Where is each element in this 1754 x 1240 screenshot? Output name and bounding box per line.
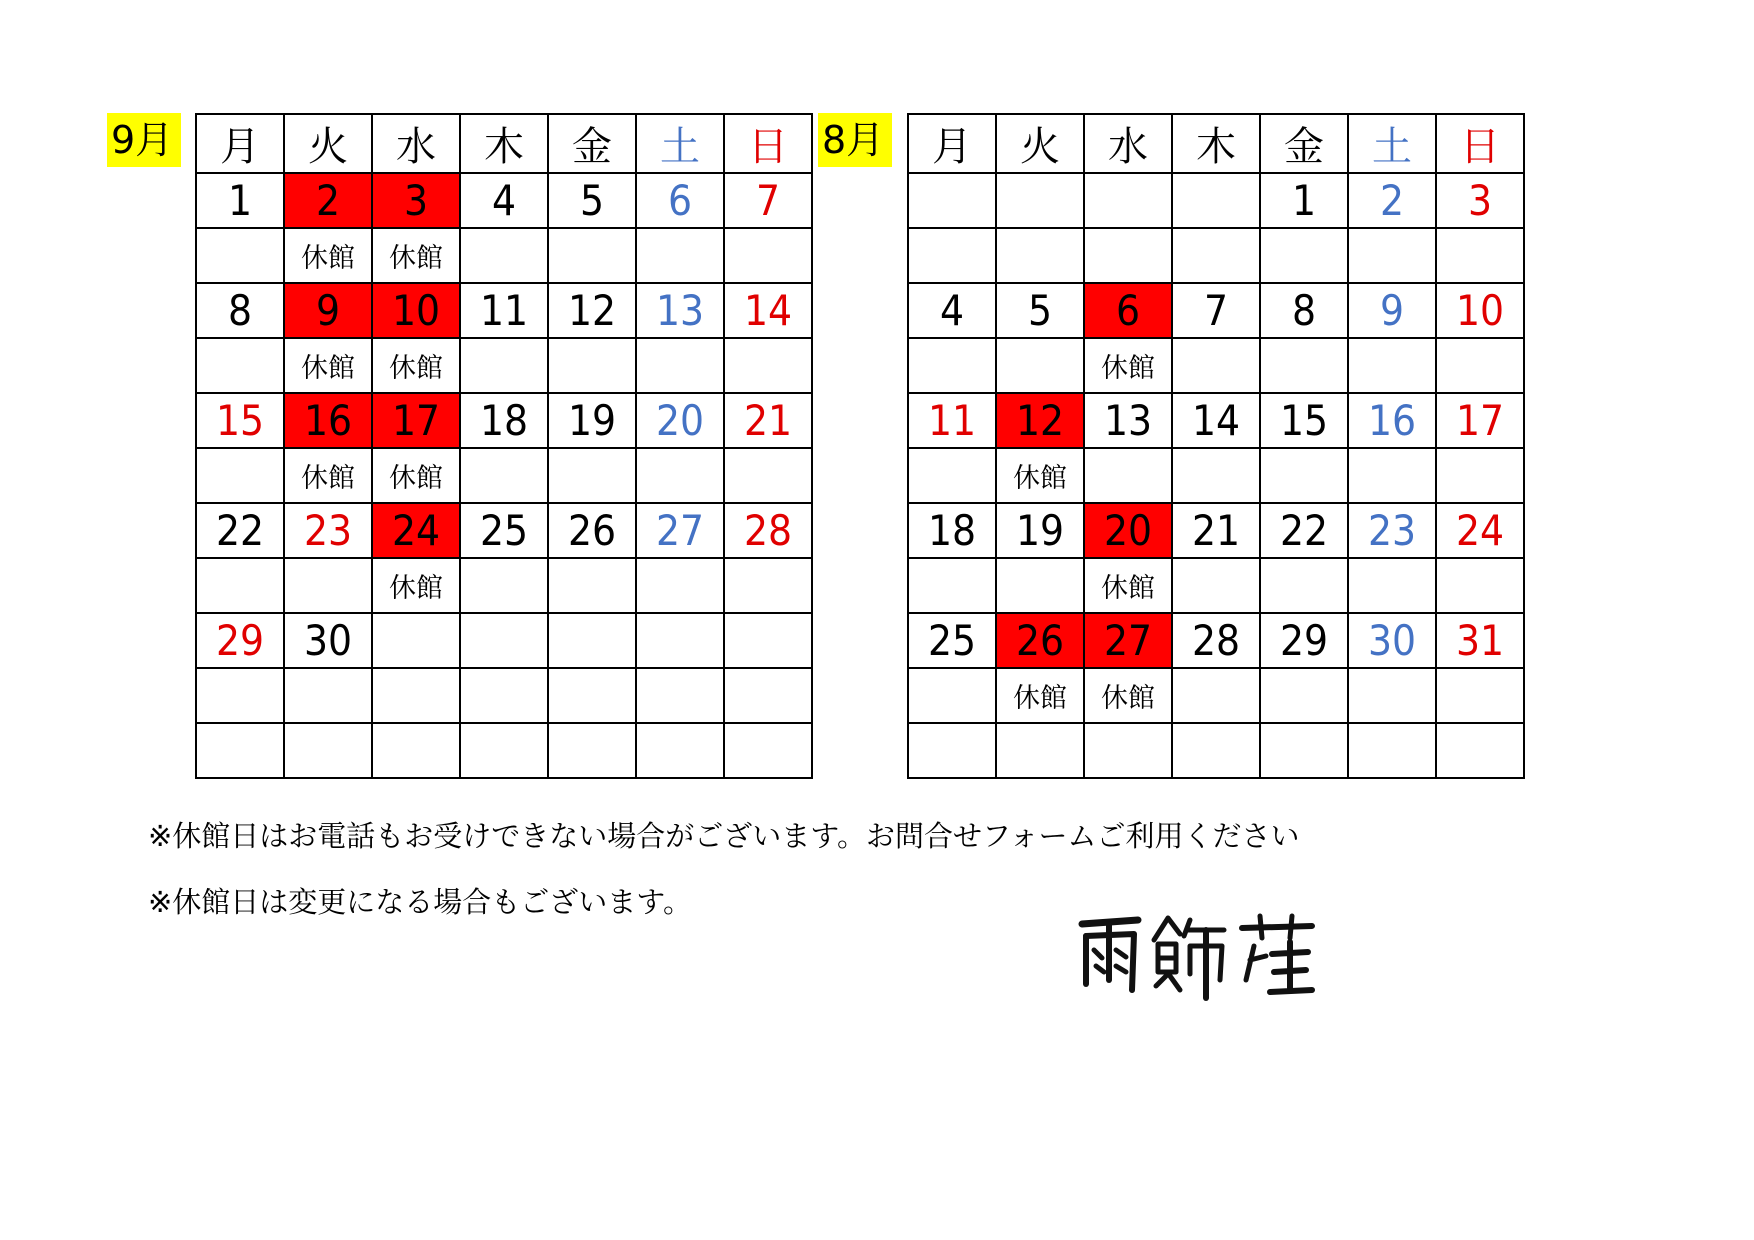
closed-label: 休館	[1084, 558, 1172, 613]
note-row	[196, 338, 812, 393]
empty-note-cell	[1084, 228, 1172, 283]
empty-cell	[1084, 723, 1172, 778]
empty-cell	[284, 723, 372, 778]
closed-label: 休館	[372, 228, 460, 283]
note-row	[908, 558, 1524, 613]
date-cell: 28	[1172, 613, 1260, 668]
empty-date-cell	[724, 613, 812, 668]
date-cell: 14	[1172, 393, 1260, 448]
date-cell: 22	[1260, 503, 1348, 558]
empty-note-cell	[196, 338, 284, 393]
date-cell: 6	[1084, 283, 1172, 338]
empty-note-cell	[196, 558, 284, 613]
date-cell: 7	[1172, 283, 1260, 338]
closed-label: 休館	[1084, 338, 1172, 393]
date-cell: 30	[1348, 613, 1436, 668]
date-cell: 23	[1348, 503, 1436, 558]
date-cell: 20	[1084, 503, 1172, 558]
empty-row	[196, 723, 812, 778]
date-cell: 22	[196, 503, 284, 558]
empty-note-cell	[548, 338, 636, 393]
empty-note-cell	[196, 668, 284, 723]
date-row	[196, 503, 812, 558]
date-cell: 18	[908, 503, 996, 558]
closed-day-phone-note: ※休館日はお電話もお受けできない場合がございます。お問合せフォームご利用ください	[148, 819, 1300, 853]
date-cell: 10	[1436, 283, 1524, 338]
weekday-header: 木	[460, 114, 548, 173]
empty-note-cell	[284, 558, 372, 613]
weekday-header: 火	[284, 114, 372, 173]
date-cell: 18	[460, 393, 548, 448]
date-cell: 11	[908, 393, 996, 448]
empty-cell	[636, 723, 724, 778]
empty-date-cell	[636, 613, 724, 668]
date-cell: 21	[1172, 503, 1260, 558]
empty-cell	[372, 723, 460, 778]
date-row	[196, 173, 812, 228]
empty-note-cell	[460, 558, 548, 613]
date-cell: 23	[284, 503, 372, 558]
date-cell: 11	[460, 283, 548, 338]
note-row	[196, 448, 812, 503]
weekday-header: 火	[996, 114, 1084, 173]
date-cell: 6	[636, 173, 724, 228]
date-cell: 3	[372, 173, 460, 228]
date-cell: 12	[996, 393, 1084, 448]
weekday-header: 日	[724, 114, 812, 173]
note-row	[908, 228, 1524, 283]
empty-note-cell	[284, 668, 372, 723]
empty-note-cell	[1348, 668, 1436, 723]
empty-note-cell	[996, 228, 1084, 283]
closed-label: 休館	[284, 448, 372, 503]
closed-label: 休館	[1084, 668, 1172, 723]
date-cell: 26	[548, 503, 636, 558]
date-cell: 2	[1348, 173, 1436, 228]
empty-note-cell	[1172, 448, 1260, 503]
empty-note-cell	[460, 668, 548, 723]
empty-note-cell	[636, 448, 724, 503]
date-cell: 24	[1436, 503, 1524, 558]
empty-note-cell	[1260, 668, 1348, 723]
date-cell: 19	[548, 393, 636, 448]
date-cell: 26	[996, 613, 1084, 668]
empty-cell	[1436, 723, 1524, 778]
date-cell: 30	[284, 613, 372, 668]
date-row	[196, 613, 812, 668]
date-cell: 4	[908, 283, 996, 338]
date-row	[908, 613, 1524, 668]
empty-note-cell	[1436, 338, 1524, 393]
empty-note-cell	[1436, 668, 1524, 723]
weekday-header: 月	[196, 114, 284, 173]
empty-note-cell	[724, 668, 812, 723]
date-cell: 2	[284, 173, 372, 228]
date-cell: 21	[724, 393, 812, 448]
empty-cell	[908, 723, 996, 778]
closed-label: 休館	[372, 448, 460, 503]
empty-note-cell	[196, 228, 284, 283]
date-cell: 19	[996, 503, 1084, 558]
date-cell: 17	[1436, 393, 1524, 448]
date-cell: 25	[908, 613, 996, 668]
empty-note-cell	[1260, 448, 1348, 503]
date-cell: 27	[1084, 613, 1172, 668]
date-cell: 31	[1436, 613, 1524, 668]
closed-day-change-note: ※休館日は変更になる場合もございます。	[148, 885, 692, 919]
note-row	[908, 448, 1524, 503]
empty-note-cell	[996, 338, 1084, 393]
note-row	[196, 228, 812, 283]
empty-cell	[196, 723, 284, 778]
empty-note-cell	[460, 448, 548, 503]
calendar-september	[195, 113, 813, 779]
empty-note-cell	[1084, 448, 1172, 503]
empty-note-cell	[548, 448, 636, 503]
empty-note-cell	[908, 338, 996, 393]
weekday-header: 木	[1172, 114, 1260, 173]
date-cell: 16	[1348, 393, 1436, 448]
empty-note-cell	[372, 668, 460, 723]
empty-note-cell	[548, 228, 636, 283]
date-row	[196, 283, 812, 338]
empty-cell	[1172, 723, 1260, 778]
date-row	[908, 283, 1524, 338]
empty-row	[908, 723, 1524, 778]
empty-note-cell	[724, 448, 812, 503]
empty-cell	[460, 723, 548, 778]
empty-cell	[548, 723, 636, 778]
empty-date-cell	[908, 173, 996, 228]
date-cell: 16	[284, 393, 372, 448]
empty-note-cell	[1260, 228, 1348, 283]
closed-label: 休館	[372, 338, 460, 393]
date-cell: 15	[196, 393, 284, 448]
empty-note-cell	[724, 228, 812, 283]
date-cell: 8	[1260, 283, 1348, 338]
empty-cell	[1260, 723, 1348, 778]
empty-note-cell	[636, 228, 724, 283]
date-cell: 27	[636, 503, 724, 558]
closed-label: 休館	[372, 558, 460, 613]
weekday-header: 土	[636, 114, 724, 173]
date-cell: 5	[996, 283, 1084, 338]
note-row	[196, 668, 812, 723]
weekday-header: 金	[548, 114, 636, 173]
month-label-september: 9月	[107, 113, 181, 167]
date-cell: 20	[636, 393, 724, 448]
empty-note-cell	[636, 338, 724, 393]
empty-note-cell	[908, 668, 996, 723]
empty-note-cell	[996, 558, 1084, 613]
empty-note-cell	[908, 228, 996, 283]
date-cell: 17	[372, 393, 460, 448]
note-row	[908, 668, 1524, 723]
empty-note-cell	[908, 448, 996, 503]
date-cell: 7	[724, 173, 812, 228]
date-cell: 9	[284, 283, 372, 338]
date-cell: 15	[1260, 393, 1348, 448]
date-cell: 5	[548, 173, 636, 228]
closed-label: 休館	[996, 448, 1084, 503]
empty-note-cell	[1260, 558, 1348, 613]
empty-note-cell	[1436, 228, 1524, 283]
empty-cell	[724, 723, 812, 778]
empty-note-cell	[1172, 668, 1260, 723]
empty-date-cell	[460, 613, 548, 668]
empty-cell	[1348, 723, 1436, 778]
empty-note-cell	[1436, 558, 1524, 613]
empty-note-cell	[636, 668, 724, 723]
date-cell: 1	[196, 173, 284, 228]
empty-date-cell	[372, 613, 460, 668]
date-cell: 24	[372, 503, 460, 558]
empty-note-cell	[460, 338, 548, 393]
date-cell: 4	[460, 173, 548, 228]
date-row	[196, 393, 812, 448]
date-cell: 13	[636, 283, 724, 338]
date-cell: 29	[1260, 613, 1348, 668]
empty-note-cell	[1348, 448, 1436, 503]
date-cell: 1	[1260, 173, 1348, 228]
note-row	[196, 558, 812, 613]
date-row	[908, 503, 1524, 558]
empty-note-cell	[460, 228, 548, 283]
weekday-header: 水	[1084, 114, 1172, 173]
calendar-august	[907, 113, 1525, 779]
empty-note-cell	[636, 558, 724, 613]
date-cell: 25	[460, 503, 548, 558]
empty-note-cell	[1348, 558, 1436, 613]
closed-label: 休館	[284, 338, 372, 393]
date-cell: 13	[1084, 393, 1172, 448]
weekday-header: 金	[1260, 114, 1348, 173]
empty-note-cell	[1172, 338, 1260, 393]
empty-note-cell	[1172, 228, 1260, 283]
month-label-august: 8月	[818, 113, 892, 167]
empty-note-cell	[724, 338, 812, 393]
note-row	[908, 338, 1524, 393]
empty-date-cell	[548, 613, 636, 668]
empty-note-cell	[1348, 338, 1436, 393]
empty-note-cell	[908, 558, 996, 613]
empty-date-cell	[996, 173, 1084, 228]
empty-date-cell	[1172, 173, 1260, 228]
empty-note-cell	[1172, 558, 1260, 613]
empty-note-cell	[1260, 338, 1348, 393]
empty-note-cell	[1436, 448, 1524, 503]
empty-cell	[996, 723, 1084, 778]
closed-label: 休館	[284, 228, 372, 283]
empty-note-cell	[1348, 228, 1436, 283]
date-cell: 12	[548, 283, 636, 338]
weekday-header: 土	[1348, 114, 1436, 173]
empty-date-cell	[1084, 173, 1172, 228]
inn-logo	[1076, 910, 1316, 1002]
closed-label: 休館	[996, 668, 1084, 723]
weekday-header: 日	[1436, 114, 1524, 173]
date-cell: 3	[1436, 173, 1524, 228]
date-cell: 10	[372, 283, 460, 338]
empty-note-cell	[196, 448, 284, 503]
date-cell: 8	[196, 283, 284, 338]
weekday-header: 水	[372, 114, 460, 173]
date-cell: 28	[724, 503, 812, 558]
weekday-header-row	[908, 114, 1524, 173]
weekday-header-row	[196, 114, 812, 173]
date-row	[908, 393, 1524, 448]
empty-note-cell	[548, 668, 636, 723]
date-row	[908, 173, 1524, 228]
weekday-header: 月	[908, 114, 996, 173]
empty-note-cell	[724, 558, 812, 613]
date-cell: 14	[724, 283, 812, 338]
empty-note-cell	[548, 558, 636, 613]
date-cell: 29	[196, 613, 284, 668]
date-cell: 9	[1348, 283, 1436, 338]
